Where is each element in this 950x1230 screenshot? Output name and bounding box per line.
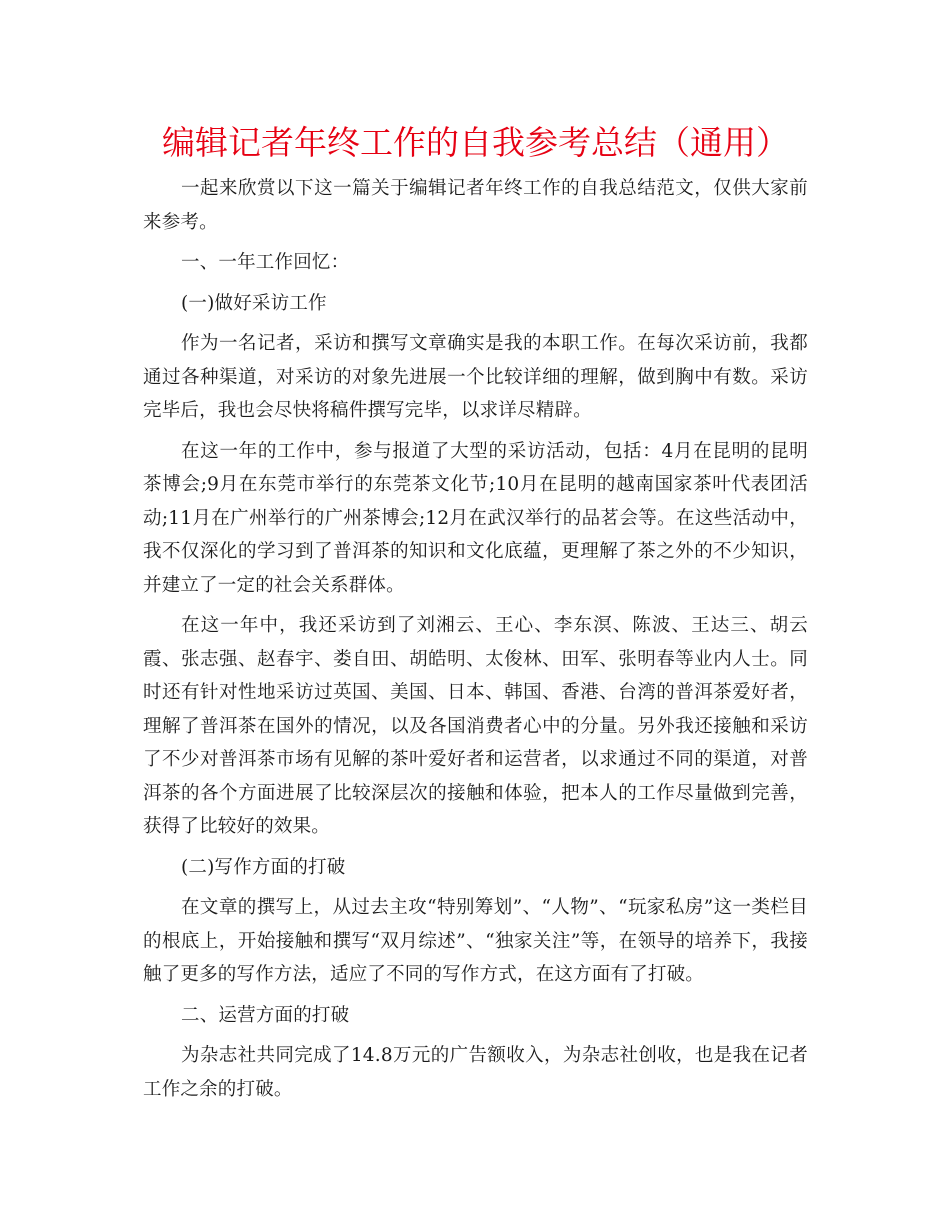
body-paragraph: 在这一年的工作中，参与报道了大型的采访活动，包括：4月在昆明的昆明茶博会;9月在东莞市举行的东莞茶文化节;10月在昆明的越南国家茶叶代表团活动;11月在广州举行的广州茶博会;12月在武汉举行的品茗会等。在这些活动中，我不仅深化的学习到了普洱茶的知识和文化底蕴，更理解了茶之外的不少知识，并建立了一定的社会关系群体。 bbox=[143, 440, 808, 596]
body-paragraph: 作为一名记者，采访和撰写文章确实是我的本职工作。在每次采访前，我都通过各种渠道，对采访的对象先进展一个比较详细的理解，做到胸中有数。采访完毕后，我也会尽快将稿件撰写完毕，以求详尽精辟。 bbox=[143, 333, 808, 421]
document-title: 编辑记者年终工作的自我参考总结（通用） bbox=[162, 123, 789, 162]
body-paragraph: 为杂志社共同完成了14.8万元的广告额收入，为杂志社创收，也是我在记者工作之余的打破。 bbox=[143, 1045, 808, 1100]
subheading-writing: (二)写作方面的打破 bbox=[181, 856, 346, 878]
body-paragraph: 在这一年中，我还采访到了刘湘云、王心、李东溟、陈波、王达三、胡云霞、张志强、赵春宇、娄自田、胡皓明、太俊林、田军、张明春等业内人士。同时还有针对性地采访过英国、美国、日本、韩国、香港、台湾的普洱茶爱好者，理解了普洱茶在国外的情况，以及各国消费者心中的分量。另外我还接触和采访了不少对普洱茶市场有见解的茶叶爱好者和运营者，以求通过不同的渠道，对普洱茶的各个方面进展了比较深层次的接触和体验，把本人的工作尽量做到完善，获得了比较好的效果。 bbox=[143, 615, 808, 837]
subheading-interview: (一)做好采访工作 bbox=[181, 292, 327, 314]
document-page bbox=[143, 118, 808, 1113]
intro-paragraph: 一起来欣赏以下这一篇关于编辑记者年终工作的自我总结范文，仅供大家前来参考。 bbox=[143, 178, 808, 233]
section-heading-review: 一、一年工作回忆： bbox=[181, 252, 350, 273]
section-heading-operations: 二、运营方面的打破 bbox=[181, 1004, 350, 1026]
body-paragraph: 在文章的撰写上，从过去主攻“特别筹划”、“人物”、“玩家私房”这一类栏目的根底上，开始接触和撰写“双月综述”、“独家关注”等，在领导的培养下，我接触了更多的写作方法，适应了不同的写作方式，在这方面有了打破。 bbox=[143, 897, 808, 985]
